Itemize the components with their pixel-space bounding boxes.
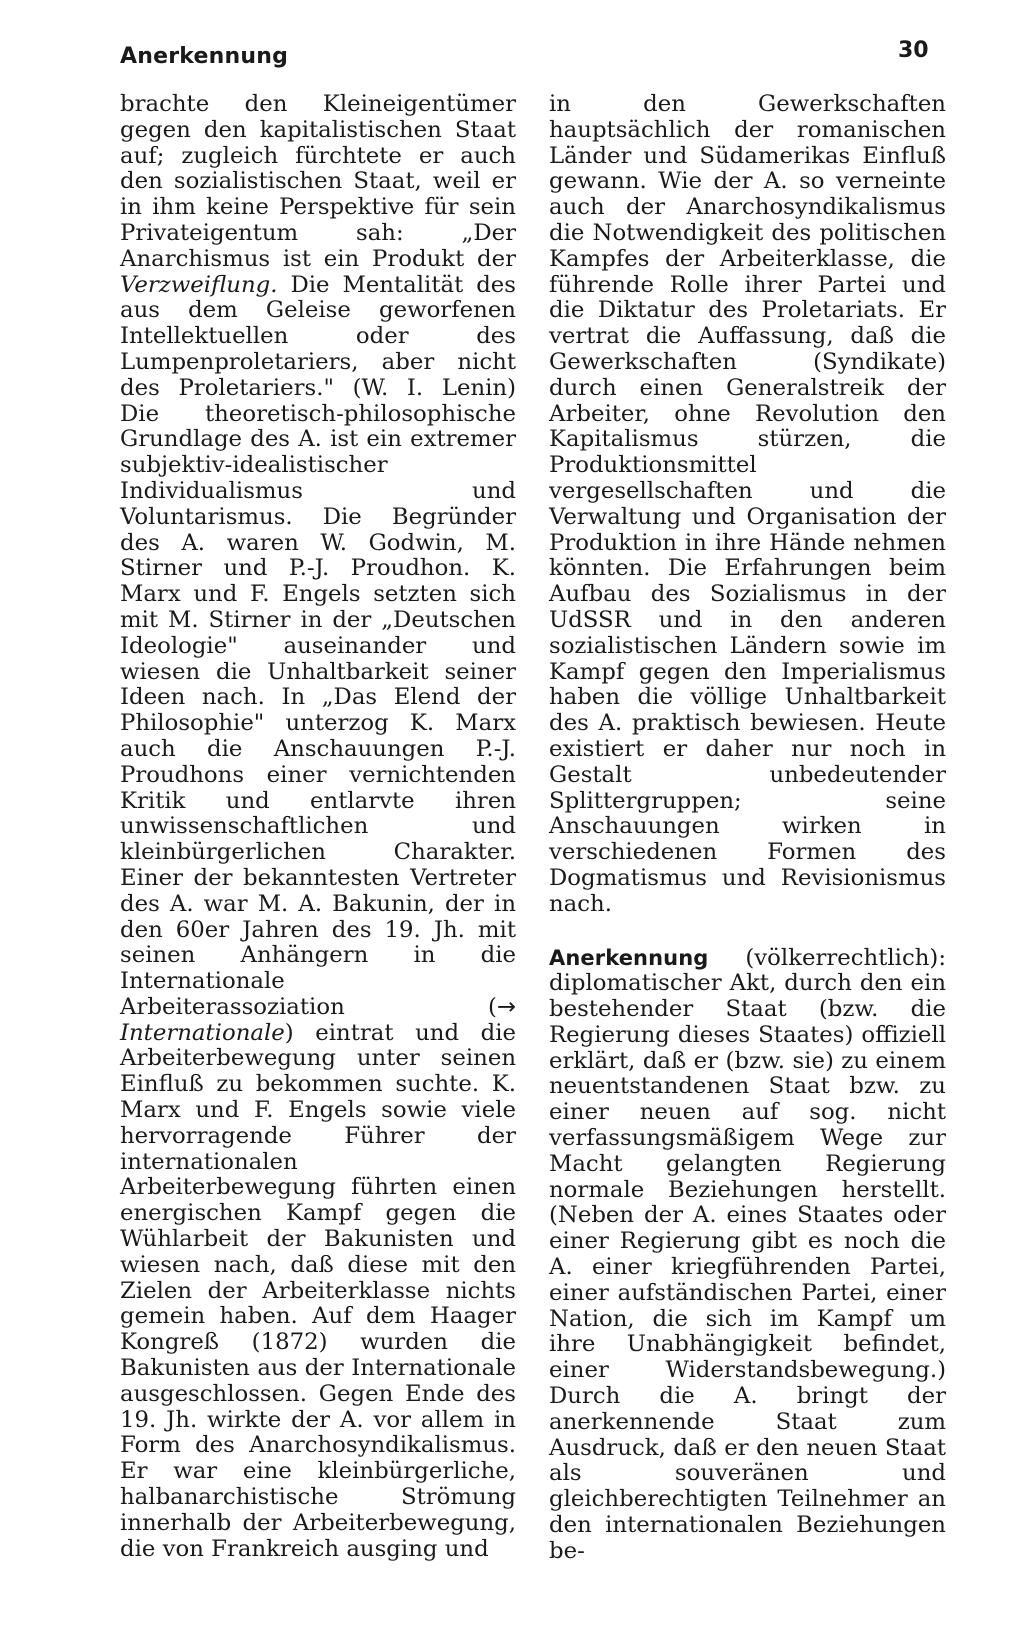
text-segment: ) eintrat und die Arbeiterbewegung unter seinen Einfluß zu bekommen suchte. K. Marx und F. Engels sowie viele hervorragende Führer der internationalen Arbeiterbewegung führten einen energischen Kampf gegen die Wühlarbeit der Bakunisten und wiesen nach, daß diese mit den Zielen der Arbeiterklasse nichts gemein haben. Auf dem Haager Kongreß (1872) wurden die Bakunisten aus der Internationale ausgeschlossen. Gegen Ende des 19. Jh. wirkte der A. vor allem in Form des Anarchosyndikalismus. Er war eine kleinbürgerliche, halbanarchistische Strömung innerhalb der Arbeiterbewegung, die von Frankreich ausging und xyxy=(120,1019,516,1562)
cross-reference-term: Internationale xyxy=(120,1019,285,1046)
text-segment: brachte den Kleineigentümer gegen den kapitalistischen Staat auf; zugleich fürchtete er auch den sozialistischen Staat, weil er in ihm keine Perspektive für sein Privateigentum sah: „Der Anarchismus ist ein Produkt der xyxy=(120,91,516,272)
entry-headword: Anerkennung xyxy=(549,945,709,970)
right-column xyxy=(549,92,946,1565)
entry-separator xyxy=(549,918,946,946)
italic-term: Verzweiflung. xyxy=(120,271,278,298)
cross-reference-arrow-icon: → xyxy=(496,993,516,1020)
left-column xyxy=(120,92,516,1562)
right-paragraph: in den Gewerkschaften hauptsächlich der romanischen Länder und Südamerikas Einfluß gewann. Wie der A. so verneinte auch der Anarchosyndikalismus die Notwendigkeit des politischen Kampfes der Arbeiterklasse, die führende Rolle ihrer Partei und die Diktatur des Proletariats. Er vertrat die Auffassung, daß die Gewerkschaften (Syndikate) durch einen Generalstreik der Arbeiter, ohne Revolution den Kapitalismus stürzen, die Produktionsmittel vergesellschaften und die Verwaltung und Organisation der Produktion in ihre Hände nehmen könnten. Die Erfahrungen beim Aufbau des Sozialismus in der UdSSR und in den anderen sozialistischen Ländern sowie im Kampf gegen den Imperialismus haben die völlige Unhaltbarkeit des A. praktisch bewiesen. Heute existiert er daher nur noch in Gestalt unbedeutender Splittergruppen; seine Anschauungen wirken in verschiedenen Formen des Dogmatismus und Revisionismus nach. xyxy=(549,91,946,917)
running-head: Anerkennung xyxy=(120,44,289,69)
text-segment: Die Mentalität des aus dem Geleise geworfenen Intellektuellen oder des Lumpenproletariers, aber nicht des Proletariers." (W. I. Lenin) Die theoretisch-philosophische Grundlage des A. ist ein extremer subjektiv-idealistischer Individualismus und Voluntarismus. Die Begründer des A. waren W. Godwin, M. Stirner und P.-J. Proudhon. K. Marx und F. Engels setzten sich mit M. Stirner in der „Deutschen Ideologie" auseinander und wiesen die Unhaltbarkeit seiner Ideen nach. In „Das Elend der Philosophie" unterzog K. Marx auch die Anschauungen P.-J. Proudhons einer vernichtenden Kritik und entlarvte ihren unwissenschaftlichen und kleinbürgerlichen Charakter. Einer der bekanntesten Vertreter des A. war M. A. Bakunin, der in den 60er Jahren des 19. Jh. mit seinen Anhängern in die Internationale Arbeiterassoziation ( xyxy=(120,271,516,1020)
left-paragraph xyxy=(120,92,516,1562)
dictionary-entry xyxy=(549,946,946,1565)
entry-definition: (völkerrechtlich): diplomatischer Akt, durch den ein bestehender Staat (bzw. die Regierung dieses Staates) offiziell erklärt, daß er (bzw. sie) zu einem neuentstandenen Staat bzw. zu einer neuen auf sog. nicht verfassungsmäßigem Wege zur Macht gelangten Regierung normale Beziehungen herstellt. (Neben der A. eines Staates oder einer Regierung gibt es noch die A. einer kriegführenden Partei, einer aufständischen Partei, einer Nation, die sich im Kampf um ihre Unabhängigkeit befindet, einer Widerstandsbewegung.) Durch die A. bringt der anerkennende Staat zum Ausdruck, daß er den neuen Staat als souveränen und gleichberechtigten Teilnehmer an den internationalen Beziehungen be- xyxy=(549,944,946,1564)
page-number: 30 xyxy=(898,38,929,63)
